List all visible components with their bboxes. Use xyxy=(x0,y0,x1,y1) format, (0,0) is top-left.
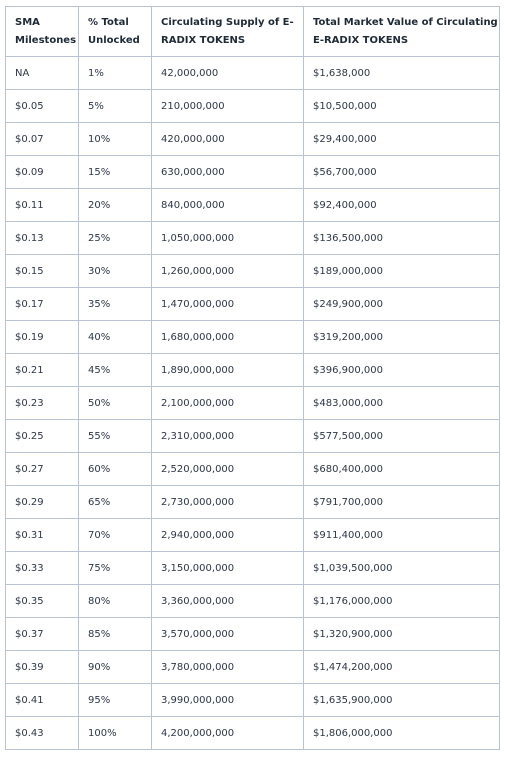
cell-market-value: $189,000,000 xyxy=(304,255,500,288)
cell-sma-milestone: $0.41 xyxy=(6,684,79,717)
cell-sma-milestone: $0.25 xyxy=(6,420,79,453)
cell-sma-milestone: $0.23 xyxy=(6,387,79,420)
cell-circulating-supply: 3,150,000,000 xyxy=(152,552,304,585)
cell-sma-milestone: $0.39 xyxy=(6,651,79,684)
table-row xyxy=(6,486,500,519)
cell-circulating-supply: 2,730,000,000 xyxy=(152,486,304,519)
header-percent-unlocked: % Total Unlocked xyxy=(79,7,152,57)
table-container xyxy=(5,6,500,750)
table-row xyxy=(6,618,500,651)
cell-circulating-supply: 42,000,000 xyxy=(152,57,304,90)
table-row xyxy=(6,255,500,288)
cell-circulating-supply: 2,310,000,000 xyxy=(152,420,304,453)
cell-percent-unlocked: 35% xyxy=(79,288,152,321)
cell-sma-milestone: $0.15 xyxy=(6,255,79,288)
cell-percent-unlocked: 90% xyxy=(79,651,152,684)
cell-circulating-supply: 1,260,000,000 xyxy=(152,255,304,288)
cell-market-value: $249,900,000 xyxy=(304,288,500,321)
sma-milestones-table xyxy=(5,6,500,750)
cell-percent-unlocked: 50% xyxy=(79,387,152,420)
table-row xyxy=(6,57,500,90)
table-row xyxy=(6,519,500,552)
table-row xyxy=(6,552,500,585)
table-row xyxy=(6,651,500,684)
cell-percent-unlocked: 10% xyxy=(79,123,152,156)
cell-percent-unlocked: 95% xyxy=(79,684,152,717)
cell-circulating-supply: 3,360,000,000 xyxy=(152,585,304,618)
header-sma-milestones: SMA Milestones xyxy=(6,7,79,57)
cell-percent-unlocked: 100% xyxy=(79,717,152,750)
cell-market-value: $29,400,000 xyxy=(304,123,500,156)
cell-percent-unlocked: 70% xyxy=(79,519,152,552)
table-row xyxy=(6,222,500,255)
cell-circulating-supply: 630,000,000 xyxy=(152,156,304,189)
cell-percent-unlocked: 15% xyxy=(79,156,152,189)
table-row xyxy=(6,123,500,156)
cell-sma-milestone: $0.07 xyxy=(6,123,79,156)
cell-sma-milestone: $0.05 xyxy=(6,90,79,123)
cell-circulating-supply: 840,000,000 xyxy=(152,189,304,222)
cell-sma-milestone: NA xyxy=(6,57,79,90)
cell-percent-unlocked: 80% xyxy=(79,585,152,618)
cell-percent-unlocked: 1% xyxy=(79,57,152,90)
cell-market-value: $1,638,000 xyxy=(304,57,500,90)
cell-circulating-supply: 1,470,000,000 xyxy=(152,288,304,321)
cell-market-value: $1,320,900,000 xyxy=(304,618,500,651)
cell-percent-unlocked: 45% xyxy=(79,354,152,387)
cell-percent-unlocked: 75% xyxy=(79,552,152,585)
cell-market-value: $319,200,000 xyxy=(304,321,500,354)
cell-percent-unlocked: 65% xyxy=(79,486,152,519)
cell-circulating-supply: 1,890,000,000 xyxy=(152,354,304,387)
cell-market-value: $10,500,000 xyxy=(304,90,500,123)
table-row xyxy=(6,420,500,453)
table-row xyxy=(6,321,500,354)
header-row xyxy=(6,7,500,57)
table-row xyxy=(6,585,500,618)
cell-percent-unlocked: 5% xyxy=(79,90,152,123)
cell-circulating-supply: 3,990,000,000 xyxy=(152,684,304,717)
table-row xyxy=(6,387,500,420)
table-row xyxy=(6,156,500,189)
table-row xyxy=(6,354,500,387)
cell-market-value: $136,500,000 xyxy=(304,222,500,255)
table-row xyxy=(6,684,500,717)
cell-circulating-supply: 2,520,000,000 xyxy=(152,453,304,486)
cell-sma-milestone: $0.43 xyxy=(6,717,79,750)
cell-circulating-supply: 1,050,000,000 xyxy=(152,222,304,255)
cell-market-value: $1,474,200,000 xyxy=(304,651,500,684)
cell-sma-milestone: $0.09 xyxy=(6,156,79,189)
cell-sma-milestone: $0.11 xyxy=(6,189,79,222)
cell-market-value: $1,176,000,000 xyxy=(304,585,500,618)
cell-sma-milestone: $0.33 xyxy=(6,552,79,585)
cell-circulating-supply: 4,200,000,000 xyxy=(152,717,304,750)
cell-market-value: $1,039,500,000 xyxy=(304,552,500,585)
table-row xyxy=(6,189,500,222)
cell-sma-milestone: $0.35 xyxy=(6,585,79,618)
cell-sma-milestone: $0.27 xyxy=(6,453,79,486)
cell-circulating-supply: 1,680,000,000 xyxy=(152,321,304,354)
cell-circulating-supply: 2,940,000,000 xyxy=(152,519,304,552)
cell-circulating-supply: 3,570,000,000 xyxy=(152,618,304,651)
cell-market-value: $1,635,900,000 xyxy=(304,684,500,717)
header-circulating-supply: Circulating Supply of E-RADIX TOKENS xyxy=(152,7,304,57)
table-row xyxy=(6,90,500,123)
table-row xyxy=(6,717,500,750)
cell-market-value: $577,500,000 xyxy=(304,420,500,453)
cell-market-value: $56,700,000 xyxy=(304,156,500,189)
cell-percent-unlocked: 25% xyxy=(79,222,152,255)
cell-percent-unlocked: 20% xyxy=(79,189,152,222)
cell-sma-milestone: $0.19 xyxy=(6,321,79,354)
cell-percent-unlocked: 55% xyxy=(79,420,152,453)
cell-sma-milestone: $0.17 xyxy=(6,288,79,321)
cell-market-value: $791,700,000 xyxy=(304,486,500,519)
table-header xyxy=(6,7,500,57)
table-body xyxy=(6,57,500,750)
cell-sma-milestone: $0.29 xyxy=(6,486,79,519)
cell-sma-milestone: $0.31 xyxy=(6,519,79,552)
cell-market-value: $396,900,000 xyxy=(304,354,500,387)
cell-sma-milestone: $0.21 xyxy=(6,354,79,387)
cell-market-value: $92,400,000 xyxy=(304,189,500,222)
cell-circulating-supply: 210,000,000 xyxy=(152,90,304,123)
cell-market-value: $680,400,000 xyxy=(304,453,500,486)
cell-market-value: $483,000,000 xyxy=(304,387,500,420)
cell-sma-milestone: $0.13 xyxy=(6,222,79,255)
cell-circulating-supply: 3,780,000,000 xyxy=(152,651,304,684)
cell-percent-unlocked: 30% xyxy=(79,255,152,288)
cell-market-value: $911,400,000 xyxy=(304,519,500,552)
table-row xyxy=(6,288,500,321)
cell-circulating-supply: 420,000,000 xyxy=(152,123,304,156)
cell-market-value: $1,806,000,000 xyxy=(304,717,500,750)
cell-percent-unlocked: 40% xyxy=(79,321,152,354)
cell-percent-unlocked: 60% xyxy=(79,453,152,486)
header-market-value: Total Market Value of Circulating E-RADIX TOKENS xyxy=(304,7,500,57)
cell-sma-milestone: $0.37 xyxy=(6,618,79,651)
table-row xyxy=(6,453,500,486)
cell-circulating-supply: 2,100,000,000 xyxy=(152,387,304,420)
cell-percent-unlocked: 85% xyxy=(79,618,152,651)
